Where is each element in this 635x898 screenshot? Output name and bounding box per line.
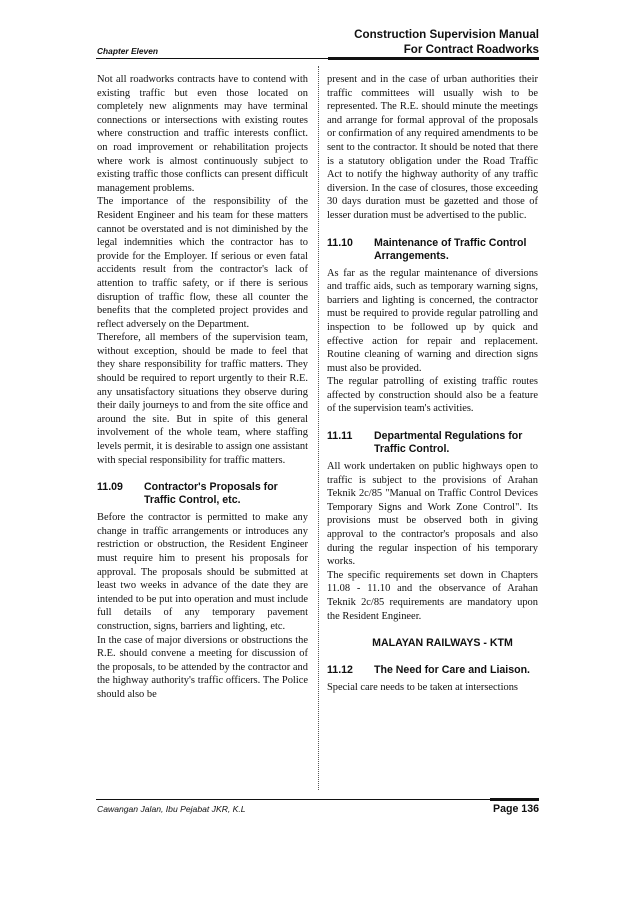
paragraph: As far as the regular maintenance of diversions and traffic aids, such as temporary warning signs, barriers and lighting is concerned, the contractor must be required to provide regular patrolling and inspection to be followed up by quick and effective action for repair and replacement. Routine cleaning of warning and direction signs must also be provided. <box>327 267 538 374</box>
paragraph: Therefore, all members of the supervision team, without exception, should be made to feel that they share responsibility for traffic matters. They should be required to report urgently to their R.E. any unsatisfactory situations they observe during their daily journeys to and from the site office and around the site. But in spite of this general involvement of the whole team, where staffing levels permit, it is desirable to assign one assistant with special responsibility for traffic matters. <box>97 332 308 466</box>
paragraph: The importance of the responsibility of the Resident Engineer and his team for these matters cannot be overstated and is not diminished by the legal indemnities which the contractor has to provide for the Employer. If serious or even fatal accidents result from the contractor's lack of attention to traffic safety, or if there is serious disruption of traffic flow, these all counter the benefits that the completed project provides and reflect adversely on the Department. <box>97 196 308 330</box>
column-divider <box>318 66 319 790</box>
section-title: The Need for Care and Liaison. <box>374 664 530 677</box>
header-rule-thick <box>328 57 539 60</box>
section-number: 11.12 <box>327 664 353 677</box>
section-heading-11-09 <box>97 481 308 507</box>
footer-department: Cawangan Jalan, Ibu Pejabat JKR, K.L <box>97 804 246 814</box>
section-title: Maintenance of Traffic Control Arrangements. <box>374 236 527 262</box>
paragraph: Before the contractor is permitted to make any change in traffic arrangements or introduces any restriction or obstruction, the Resident Engineer must require him to present his proposals for approval. The proposals should be submitted at least two weeks in advance of the date they are intended to be put into operation and must include full details of any temporary pavement construction, signs, barriers and lighting, etc. <box>97 512 308 632</box>
section-title: Contractor's Proposals for Traffic Control, etc. <box>144 481 278 507</box>
section-heading-11-12 <box>327 664 538 677</box>
left-column <box>97 73 308 702</box>
section-heading-11-11 <box>327 430 538 456</box>
section-number: 11.11 <box>327 430 353 443</box>
paragraph: The specific requirements set down in Chapters 11.08 - 11.10 and the observance of Arahan Teknik 2c/85 requirements are mandatory upon the Resident Engineer. <box>327 569 538 622</box>
section-number: 11.09 <box>97 481 123 494</box>
paragraph: Special care needs to be taken at intersections <box>327 682 518 694</box>
chapter-label: Chapter Eleven <box>97 46 158 56</box>
section-number: 11.10 <box>327 236 353 249</box>
paragraph: Not all roadworks contracts have to contend with existing traffic but even those located on completely new alignments may have terminal connections or intersections with existing routes where construction and traffic interests conflict. on road improvement or rehabilitation projects where work is almost continuously subject to existing traffic those conflicts can present difficult management problems. <box>97 74 308 194</box>
paragraph: All work undertaken on public highways open to traffic is subject to the provisions of Arahan Teknik 2c/85 "Manual on Traffic Control Devices Temporary Signs and Work Zone Control". Its provisions must be observed both in giving approval to the contractor's proposals and also during the regular inspection of his temporary works. <box>327 461 538 568</box>
paragraph: The regular patrolling of existing traffic routes affected by construction should also be a feature of the supervision team's activities. <box>327 376 538 415</box>
right-column <box>327 73 538 695</box>
manual-title-line-1: Construction Supervision Manual <box>354 28 539 41</box>
footer-rule-thick <box>490 798 539 801</box>
footer-rule <box>96 799 539 800</box>
subheading-malayan-railways: MALAYAN RAILWAYS - KTM <box>372 637 513 650</box>
manual-title <box>354 27 539 57</box>
section-heading-11-10 <box>327 237 538 263</box>
paragraph: present and in the case of urban authorities their traffic committees will usually wish to be represented. The R.E. should minute the meetings and arrange for formal approval of the proposals or confirmation of any required amendments to be sent to the contractor. It should be noted that there is a statutory obligation under the Road Traffic Act to notify the highway authority of any traffic diversion. In the case of closures, those exceeding 30 days duration must be gazetted and those of lesser duration must be advertised to the public. <box>327 74 538 221</box>
section-title: Departmental Regulations for Traffic Control. <box>374 430 523 456</box>
manual-title-line-2: For Contract Roadworks <box>403 43 539 56</box>
page-number: Page 136 <box>493 803 539 815</box>
paragraph: In the case of major diversions or obstructions the R.E. should convene a meeting for discussion of the proposals, to be attended by the contractor and the highway authority's traffic officers. The Police should also be <box>97 634 308 700</box>
